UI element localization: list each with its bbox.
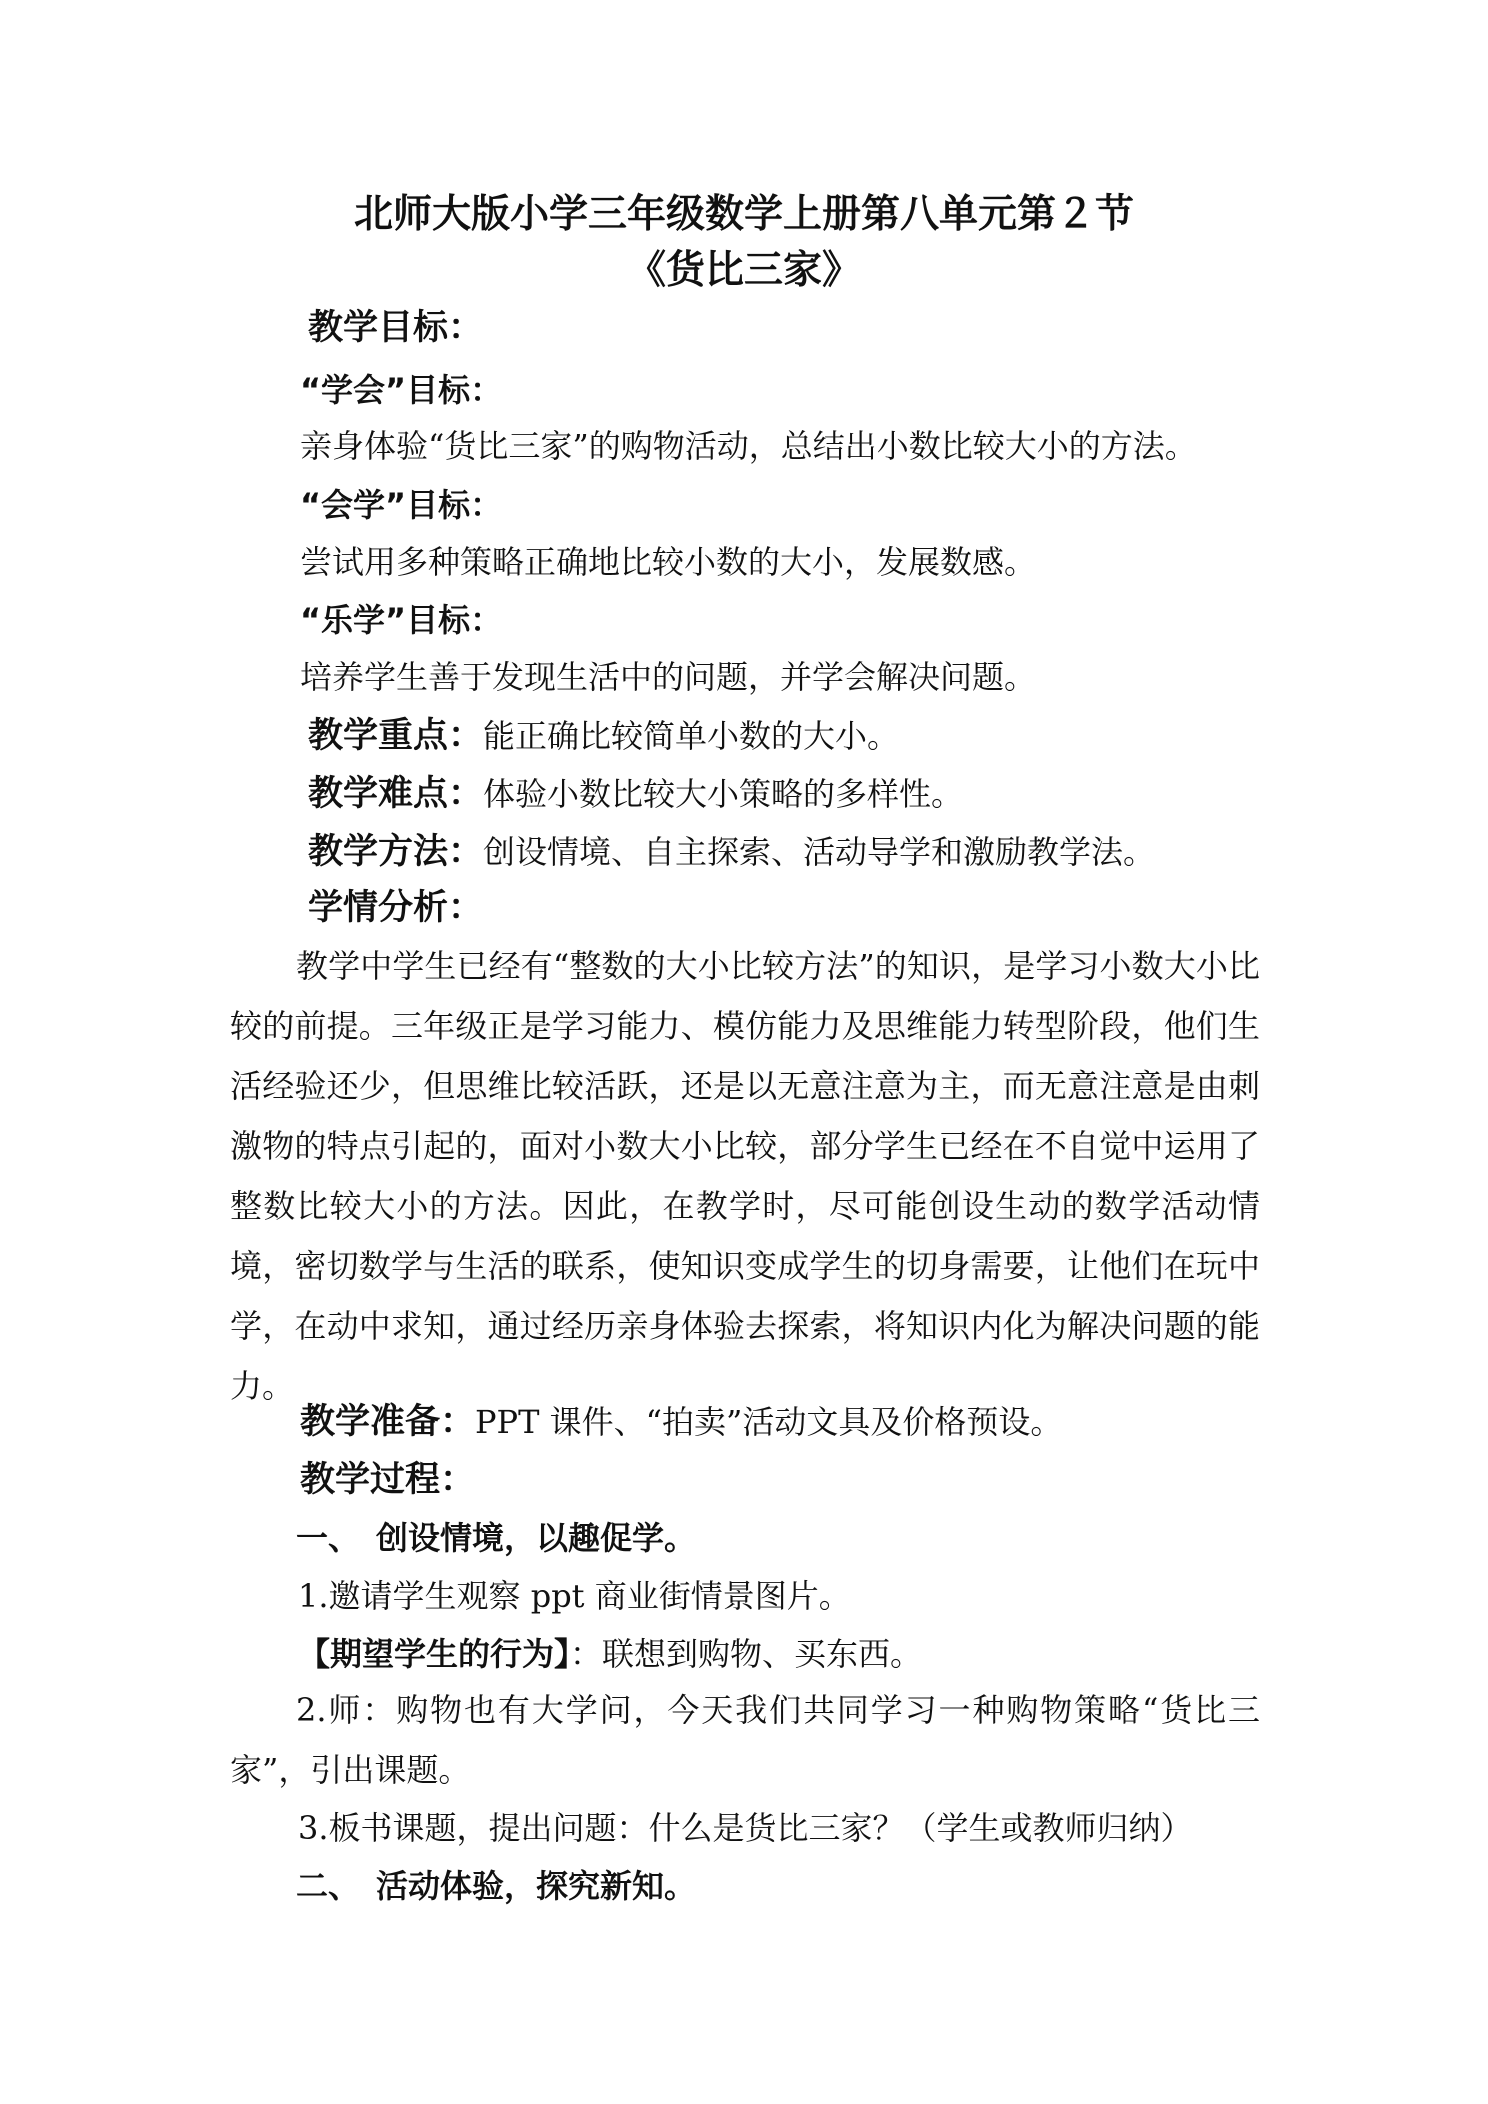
process-item-1: 1.邀请学生观察 ppt 商业街情景图片。 (298, 1577, 851, 1615)
analysis-paragraph: 教学中学生已经有“整数的大小比较方法”的知识，是学习小数大小比较的前提。三年级正是学习能力、模仿能力及思维能力转型阶段，他们生活经验还少，但思维比较活跃，还是以无意注意为主，而无意注意是由刺激物的特点引起的，面对小数大小比较，部分学生已经在不自觉中运用了整数比较大小的方法。因此，在教学时，尽可能创设生动的数学活动情境，密切数学与生活的联系，使知识变成学生的切身需要，让他们在玩中学，在动中求知，通过经历亲身体验去探索，将知识内化为解决问题的能力。 (230, 947, 1260, 1405)
document-title-line2: 《货比三家》 (626, 248, 861, 293)
joy-objective-label: “乐学”目标： (300, 601, 503, 639)
expected-behavior-text: ：联想到购物、买东西。 (570, 1635, 923, 1673)
key-point-label: 教学重点： (308, 716, 484, 756)
preparation-text: PPT 课件、“拍卖”活动文具及价格预设。 (475, 1403, 1063, 1441)
teaching-method-text: 创设情境、自主探索、活动导学和激励教学法。 (483, 833, 1156, 871)
learn-objective-label: “学会”目标： (300, 371, 503, 409)
difficulty-label: 教学难点： (308, 774, 484, 814)
preparation-label: 教学准备： (300, 1402, 476, 1442)
difficulty-text: 体验小数比较大小策略的多样性。 (483, 775, 964, 813)
analysis-heading: 学情分析： (308, 888, 484, 928)
preparation-row (300, 1400, 1062, 1444)
section-2-heading: 二、 活动体验，探究新知。 (296, 1867, 697, 1905)
process-heading: 教学过程： (300, 1460, 476, 1500)
method-objective-label: “会学”目标： (300, 486, 503, 524)
section-1-heading: 一、 创设情境，以趣促学。 (296, 1519, 697, 1557)
key-point-text: 能正确比较简单小数的大小。 (483, 717, 900, 755)
objectives-heading: 教学目标： (308, 308, 484, 348)
document-title-line1: 北师大版小学三年级数学上册第八单元第２节 (353, 192, 1134, 237)
teaching-method-row (308, 830, 1155, 874)
teaching-method-label: 教学方法： (308, 832, 484, 872)
method-objective-text: 尝试用多种策略正确地比较小数的大小，发展数感。 (300, 543, 1037, 581)
process-item-2: 2.师：购物也有大学问，今天我们共同学习一种购物策略“货比三家”，引出课题。 (230, 1691, 1260, 1789)
learn-objective-text: 亲身体验“货比三家”的购物活动，总结出小数比较大小的方法。 (300, 427, 1197, 465)
key-point-row (308, 714, 899, 758)
joy-objective-text: 培养学生善于发现生活中的问题，并学会解决问题。 (300, 658, 1037, 696)
process-item-3: 3.板书课题，提出问题：什么是货比三家？（学生或教师归纳） (298, 1809, 1193, 1847)
expected-behavior-label: 【期望学生的行为】 (298, 1635, 571, 1673)
difficulty-row (308, 772, 963, 816)
expected-behavior-row (298, 1632, 922, 1676)
